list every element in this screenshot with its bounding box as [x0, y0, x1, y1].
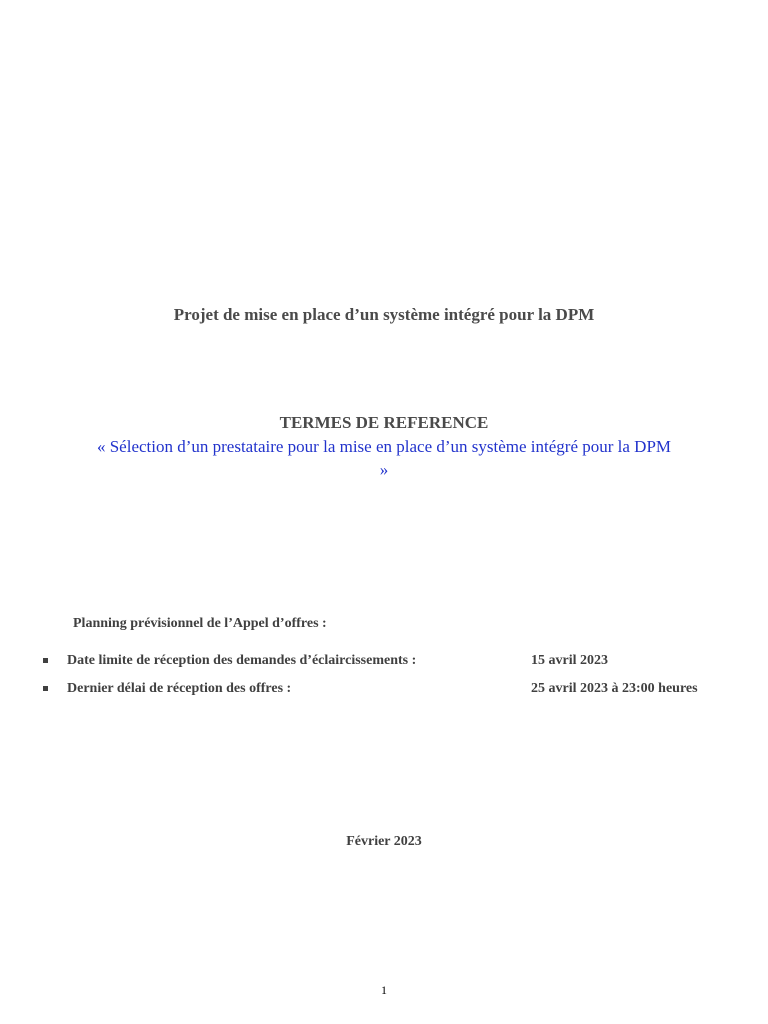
planning-item-date: 15 avril 2023	[531, 653, 608, 668]
document-date: Février 2023	[346, 834, 422, 849]
planning-list	[0, 651, 768, 707]
planning-item-date: 25 avril 2023 à 23:00 heures	[531, 681, 698, 696]
page-number: 1	[381, 983, 387, 997]
square-bullet-icon	[43, 686, 48, 691]
planning-heading: Planning prévisionnel de l’Appel d’offres :	[73, 616, 327, 631]
terms-of-reference-title: TERMES DE REFERENCE	[279, 413, 489, 432]
planning-item	[0, 651, 768, 679]
planning-item-label: Dernier délai de réception des offres :	[67, 681, 292, 696]
terms-of-reference-subtitle: « Sélection d’un prestataire pour la mise en place d’un système intégré pour la DPM »	[96, 437, 672, 479]
planning-item-label: Date limite de réception des demandes d’éclaircissements :	[67, 653, 417, 668]
planning-item	[0, 679, 768, 707]
square-bullet-icon	[43, 658, 48, 663]
project-title: Projet de mise en place d’un système intégré pour la DPM	[173, 305, 595, 324]
